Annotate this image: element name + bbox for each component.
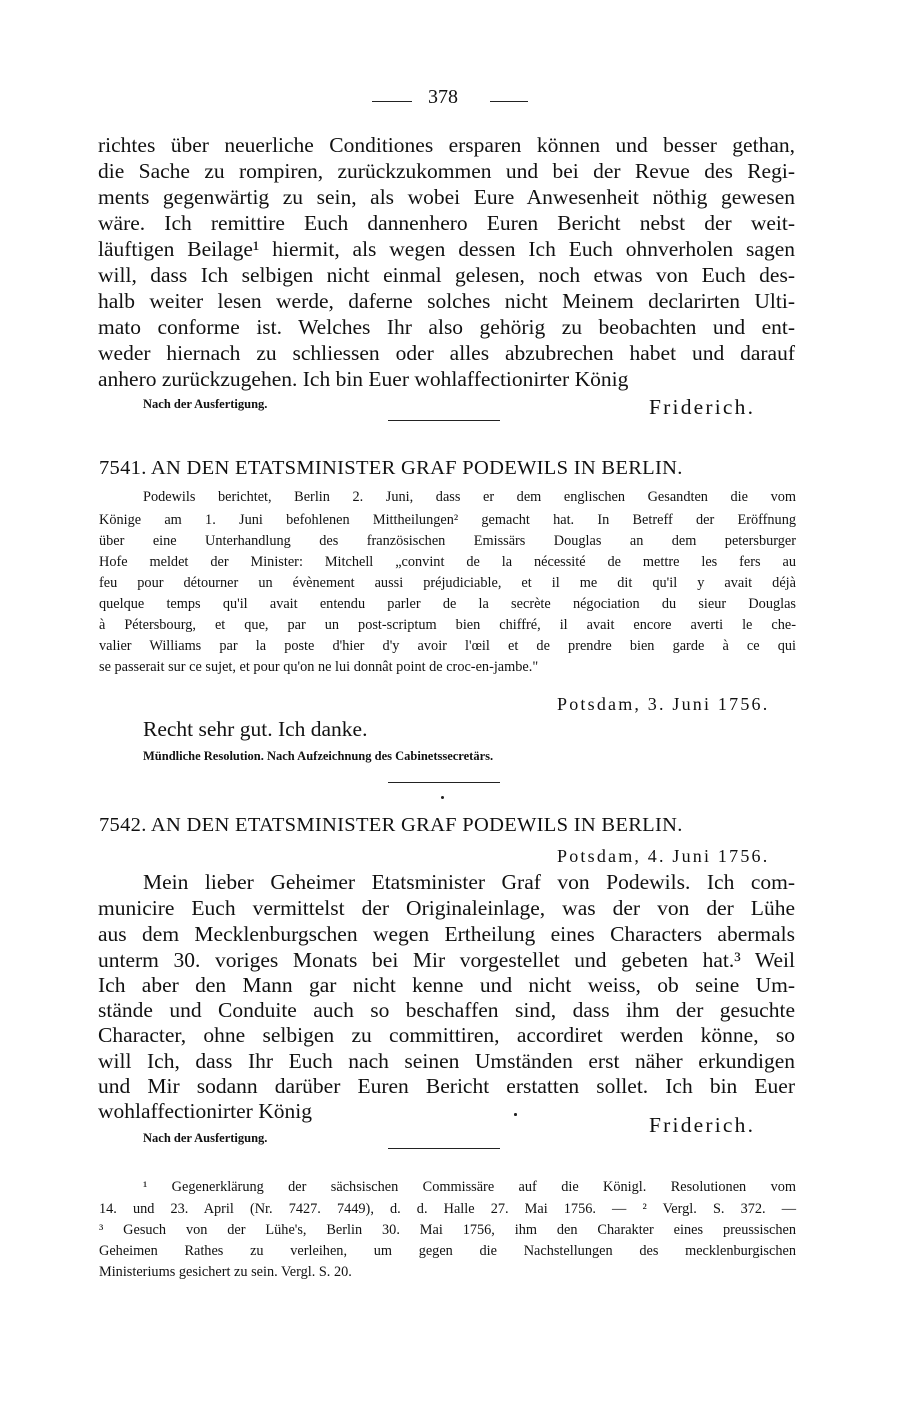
- text-line: mato conforme ist. Welches Ihr also gehörig zu beobachten und ent-: [98, 315, 795, 339]
- summary-line: valier Williams par la poste d'hier d'y avoir l'œil et de prendre bien garde à ce qui: [99, 638, 796, 654]
- page-number: 378: [428, 86, 458, 108]
- letter-heading: 7541. AN DEN ETATSMINISTER GRAF PODEWILS IN BERLIN.: [99, 457, 683, 479]
- footnote-line: Geheimen Rathes zu verleihen, um gegen die Nachstellungen des mecklenburgischen: [99, 1243, 796, 1259]
- text-line: Character, ohne selbigen zu committiren, accordiret werden könne, so: [98, 1023, 795, 1047]
- page-number-dash-left: [372, 101, 412, 102]
- summary-line: à Pétersbourg, et que, par un post-scriptum bien chiffré, il avait encore averti le che-: [99, 617, 796, 633]
- section-divider: [388, 1148, 500, 1149]
- text-line: stände und Conduite auch so beschaffen sind, dass ihm der gesuchte: [98, 998, 795, 1022]
- summary-line: feu pour détourner un évènement aussi préjudiciable, et il me dit qu'il y avait déjà: [99, 575, 796, 591]
- summary-line: quelque temps qu'il avait entendu parler de la secrète négociation du sieur Douglas: [99, 596, 796, 612]
- text-line: läuftigen Beilage¹ hiermit, als wegen dessen Ich Euch ohnverholen sagen: [98, 237, 795, 261]
- page-number-dash-right: [490, 101, 528, 102]
- source-note: Nach der Ausfertigung.: [143, 397, 268, 411]
- summary-line: Podewils berichtet, Berlin 2. Juni, dass er dem englischen Gesandten die vom: [143, 489, 796, 505]
- summary-line: Könige am 1. Juni befohlenen Mittheilungen² gemacht hat. In Betreff der Eröffnung: [99, 512, 796, 528]
- text-line: richtes über neuerliche Conditiones ersparen können und besser gethan,: [98, 133, 795, 157]
- summary-line: Hofe meldet der Minister: Mitchell „convint de la nécessité de mettre les fers au: [99, 554, 796, 570]
- footnote-line: ¹ Gegenerklärung der sächsischen Commissäre auf die Königl. Resolutionen vom: [143, 1179, 796, 1195]
- resolution-text: Recht sehr gut. Ich danke.: [143, 717, 368, 741]
- summary-line: über eine Unterhandlung des französischen Emissärs Douglas an dem petersburger: [99, 533, 796, 549]
- summary-line: se passerait sur ce sujet, et pour qu'on ne lui donnât point de croc-en-jambe.": [99, 659, 539, 675]
- text-line: anhero zurückzugehen. Ich bin Euer wohlaffectionirter König: [98, 367, 629, 391]
- section-divider: [388, 420, 500, 421]
- section-divider: [388, 782, 500, 783]
- ornament-dot: [514, 1113, 517, 1116]
- text-line: Ich aber den Mann gar nicht kenne und nicht weiss, ob seine Um-: [98, 973, 795, 997]
- text-line: unterm 30. voriges Monats bei Mir vorgestellet und gebeten hat.³ Weil: [98, 948, 795, 972]
- text-line: will, dass Ich selbigen nicht einmal gelesen, noch etwas von Euch des-: [98, 263, 795, 287]
- text-line: municire Euch vermittelst der Originaleinlage, was der von der Lühe: [98, 896, 795, 920]
- text-line: weder hiernach zu schliessen oder alles abzubrechen habet und darauf: [98, 341, 795, 365]
- text-line: will Ich, dass Ihr Euch nach seinen Umständen erst näher erkundigen: [98, 1049, 795, 1073]
- text-line: wäre. Ich remittire Euch dannenhero Euren Bericht nebst der weit-: [98, 211, 795, 235]
- text-line: und Mir sodann darüber Euren Bericht erstatten sollet. Ich bin Euer: [98, 1074, 795, 1098]
- source-note: Mündliche Resolution. Nach Aufzeichnung des Cabinetssecretärs.: [143, 749, 494, 763]
- text-line: die Sache zu rompiren, zurückzukommen und bei der Revue des Regi-: [98, 159, 795, 183]
- text-line: wohlaffectionirter König: [98, 1099, 312, 1123]
- footnote-line: ³ Gesuch von der Lühe's, Berlin 30. Mai 1756, ihm den Charakter eines preussischen: [99, 1222, 796, 1238]
- signature: Friderich.: [649, 395, 756, 419]
- letter-heading: 7542. AN DEN ETATSMINISTER GRAF PODEWILS IN BERLIN.: [99, 814, 683, 836]
- text-line: ments gegenwärtig zu sein, als wobei Eure Anwesenheit nöthig gewesen: [98, 185, 795, 209]
- footnote-line: 14. und 23. April (Nr. 7427. 7449), d. d. Halle 27. Mai 1756. — ² Vergl. S. 372. —: [99, 1201, 796, 1217]
- text-line: Mein lieber Geheimer Etatsminister Graf von Podewils. Ich com-: [143, 870, 795, 894]
- text-line: aus dem Mecklenburgschen wegen Ertheilung eines Characters abermals: [98, 922, 795, 946]
- signature: Friderich.: [649, 1113, 756, 1137]
- source-note: Nach der Ausfertigung.: [143, 1131, 268, 1145]
- footnote-line: Ministeriums gesichert zu sein. Vergl. S. 20.: [99, 1264, 352, 1280]
- place-date: Potsdam, 4. Juni 1756.: [557, 846, 770, 866]
- text-line: halb weiter lesen werde, daferne solches nicht Meinem declarirten Ulti-: [98, 289, 795, 313]
- place-date: Potsdam, 3. Juni 1756.: [557, 694, 770, 714]
- ornament-dot: [441, 796, 444, 799]
